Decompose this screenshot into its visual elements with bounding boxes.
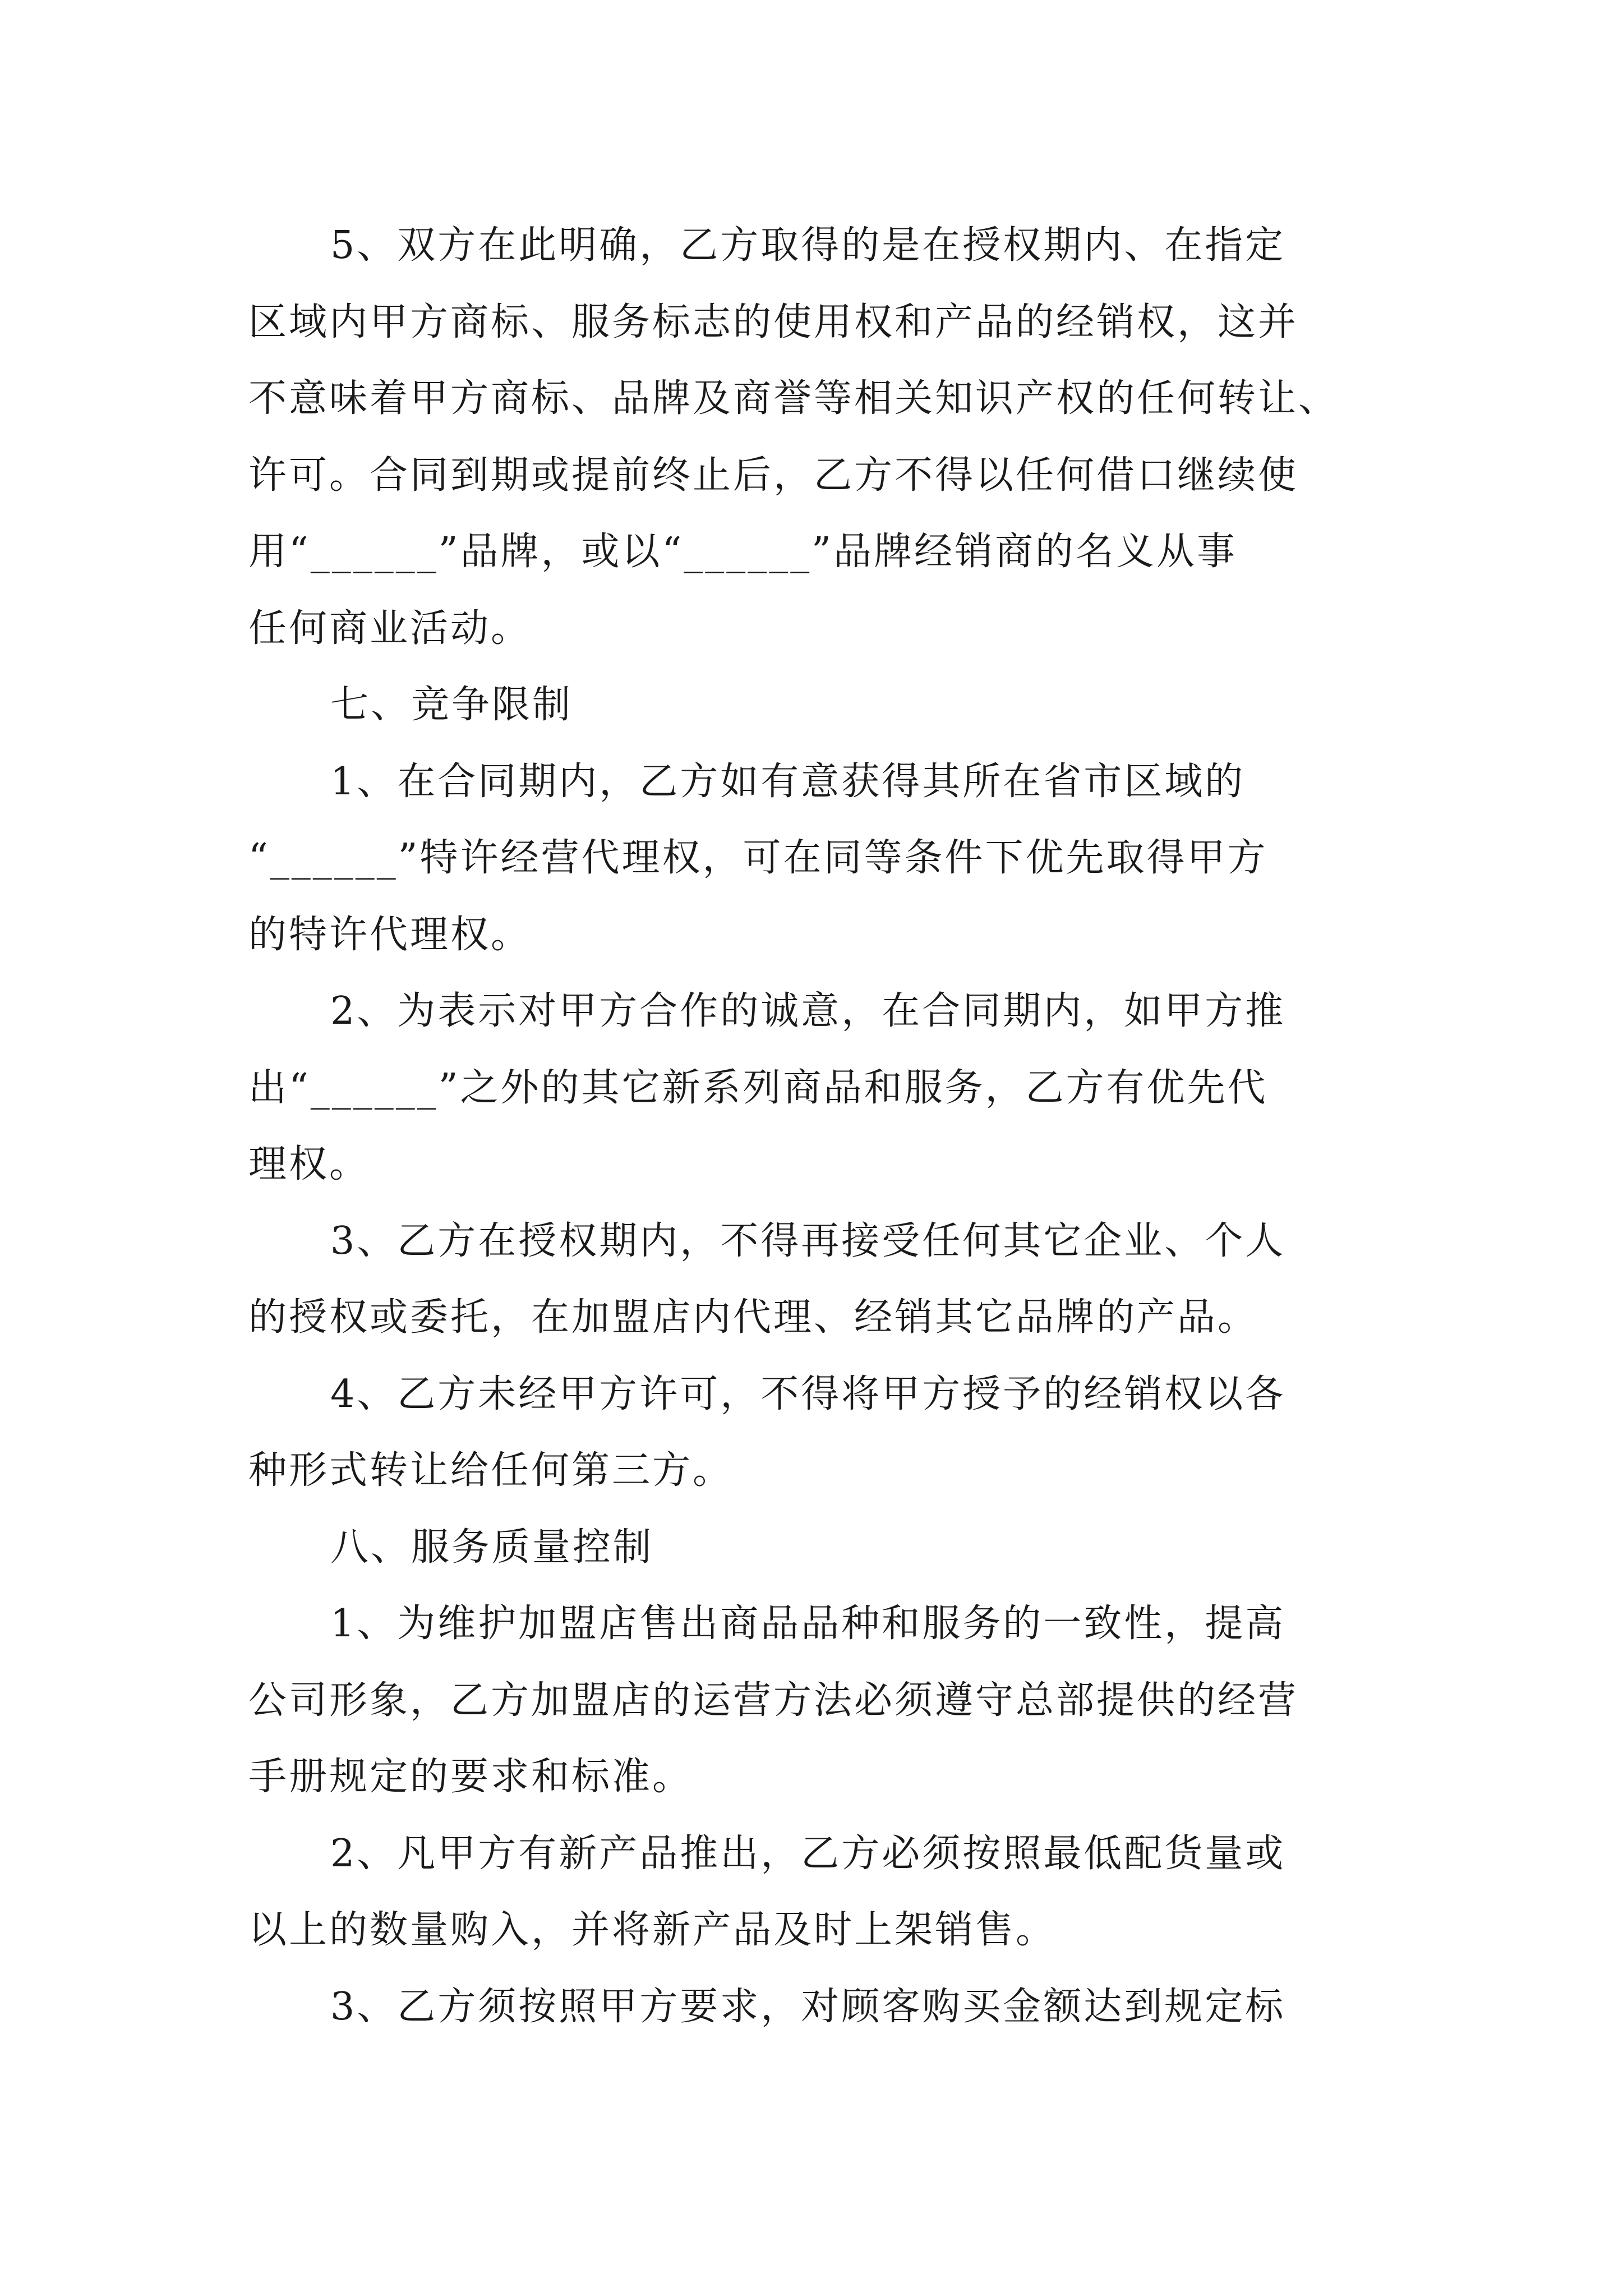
clause-8-1-line-3: 手册规定的要求和标准。 [248, 1755, 693, 1799]
section-7-heading: 七、竞争限制 [330, 683, 573, 727]
clause-8-1-line-1: 1、为维护加盟店售出商品品种和服务的一致性，提高 [330, 1602, 1286, 1646]
clause-8-1-line-2: 公司形象，乙方加盟店的运营方法必须遵守总部提供的经营 [248, 1678, 1299, 1723]
clause-8-2-line-1: 2、凡甲方有新产品推出，乙方必须按照最低配货量或 [330, 1831, 1286, 1876]
clause-7-4-line-1: 4、乙方未经甲方许可，不得将甲方授予的经销权以各 [330, 1372, 1286, 1416]
clause-7-4-line-2: 种形式转让给任何第三方。 [248, 1448, 734, 1493]
document-body [248, 208, 1376, 2045]
clause-7-1-line-3: 的特许代理权。 [248, 912, 532, 957]
clause-7-2-line-1: 2、为表示对甲方合作的诚意，在合同期内，如甲方推 [330, 989, 1286, 1033]
clause-7-2-line-2: 出“______”之外的其它新系列商品和服务，乙方有优先代 [248, 1065, 1268, 1110]
section-8-heading: 八、服务质量控制 [330, 1525, 654, 1570]
clause-7-1-line-2: “______”特许经营代理权，可在同等条件下优先取得甲方 [248, 836, 1268, 880]
clause-8-3-line-1: 3、乙方须按照甲方要求，对顾客购买金额达到规定标 [330, 1984, 1286, 2029]
clause-7-3-line-2: 的授权或委托，在加盟店内代理、经销其它品牌的产品。 [248, 1295, 1258, 1340]
clause-7-3-line-1: 3、乙方在授权期内，不得再接受任何其它企业、个人 [330, 1218, 1286, 1263]
clause-6-5-line-1: 5、双方在此明确，乙方取得的是在授权期内、在指定 [330, 223, 1286, 268]
clause-6-5-line-6: 任何商业活动。 [248, 606, 532, 651]
clause-6-5-line-3: 不意味着甲方商标、品牌及商誉等相关知识产权的任何转让、 [248, 376, 1339, 421]
clause-7-2-line-3: 理权。 [248, 1142, 370, 1186]
clause-6-5-line-2: 区域内甲方商标、服务标志的使用权和产品的经销权，这并 [248, 300, 1299, 344]
clause-6-5-line-5: 用“______”品牌，或以“______”品牌经销商的名义从事 [248, 530, 1238, 574]
clause-7-1-line-1: 1、在合同期内，乙方如有意获得其所在省市区域的 [330, 759, 1246, 804]
clause-8-2-line-2: 以上的数量购入，并将新产品及时上架销售。 [248, 1908, 1057, 1952]
clause-6-5-line-4: 许可。合同到期或提前终止后，乙方不得以任何借口继续使 [248, 453, 1299, 498]
